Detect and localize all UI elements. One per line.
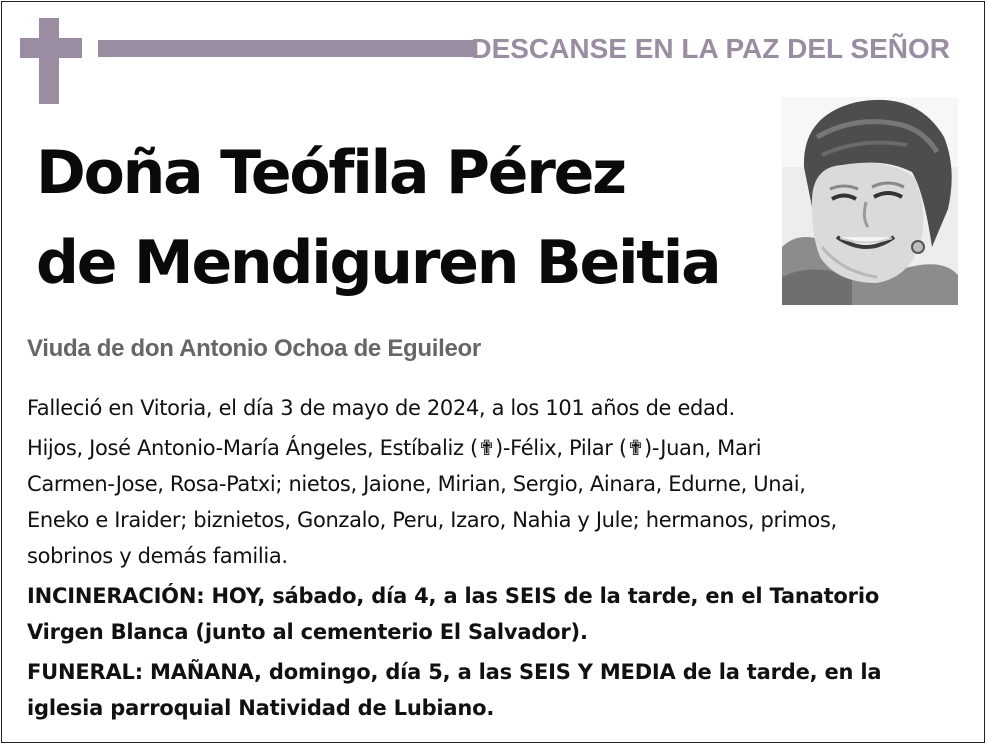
cremation-line-1: INCINERACIÓN: HOY, sábado, día 4, a las SEIS de la tarde, en el Tanatorio <box>27 584 880 608</box>
header-headline: DESCANSE EN LA PAZ DEL SEÑOR <box>471 33 950 64</box>
obituary-body <box>27 390 967 726</box>
family-line-2: Carmen-Jose, Rosa-Patxi; nietos, Jaione, Mirian, Sergio, Ainara, Edurne, Unai, <box>27 472 806 496</box>
obituary-card <box>1 1 985 743</box>
widow-of-subtitle: Viuda de don Antonio Ochoa de Eguileor <box>27 335 481 362</box>
deceased-name-line1: Doña Teófila Pérez <box>36 138 625 208</box>
header-divider-bar <box>98 40 476 57</box>
deceased-name <box>36 128 719 308</box>
deceased-name-line2: de Mendiguren Beitia <box>36 228 720 298</box>
family-line-1: Hijos, José Antonio-María Ángeles, Estíbaliz (✟)-Félix, Pilar (✟)-Juan, Mari <box>27 436 762 460</box>
death-notice: Falleció en Vitoria, el día 3 de mayo de 2024, a los 101 años de edad. <box>27 396 735 420</box>
portrait-photo-illustration <box>782 97 958 305</box>
portrait-photo <box>782 97 958 305</box>
family-line-3: Eneko e Iraider; biznietos, Gonzalo, Peru, Izaro, Nahia y Jule; hermanos, primos, <box>27 508 837 532</box>
cross-icon-arm <box>20 38 82 58</box>
funeral-line-1: FUNERAL: MAÑANA, domingo, día 5, a las SEIS Y MEDIA de la tarde, en la <box>27 660 882 684</box>
family-line-4: sobrinos y demás familia. <box>27 544 288 568</box>
funeral-line-2: iglesia parroquial Natividad de Lubiano. <box>27 696 495 720</box>
cremation-line-2: Virgen Blanca (junto al cementerio El Salvador). <box>27 620 588 644</box>
cross-icon <box>39 18 59 104</box>
